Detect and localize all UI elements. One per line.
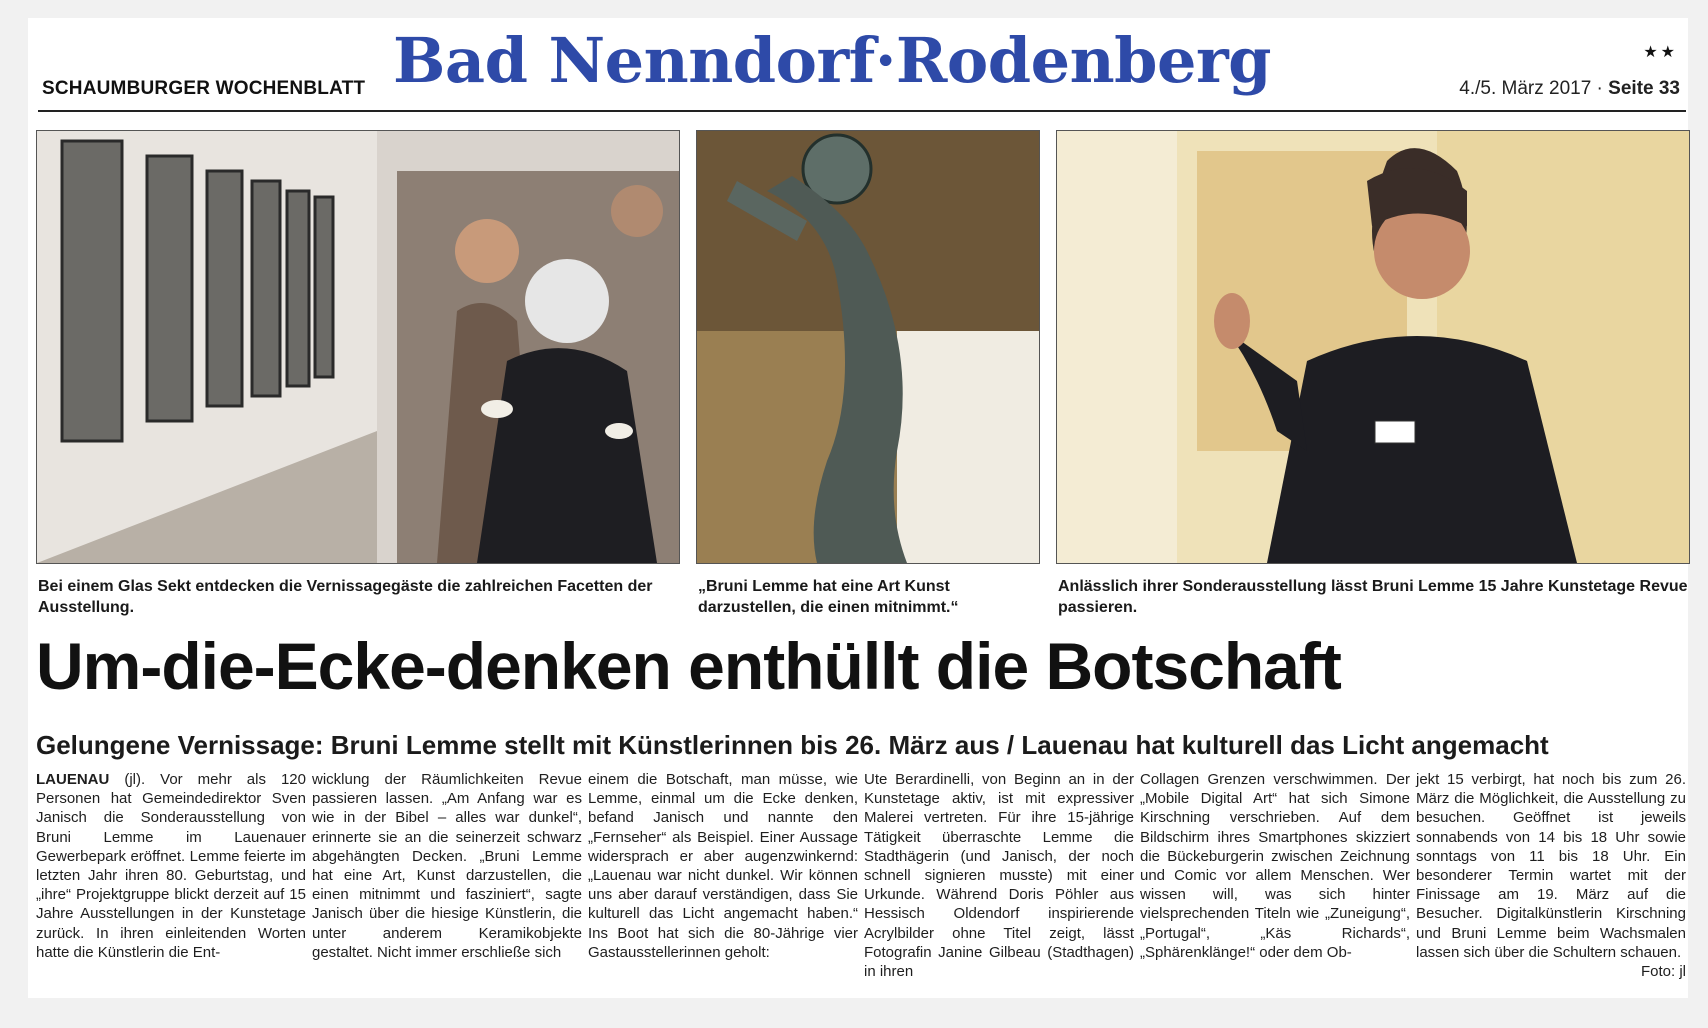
issue-info [1459, 78, 1680, 100]
article-body [36, 770, 1688, 1000]
newspaper-page [28, 18, 1688, 998]
masthead [38, 24, 1686, 120]
newspaper-name: SCHAUMBURGER WOCHENBLATT [42, 78, 366, 99]
article-column [1416, 770, 1686, 981]
column-text: einem die Botschaft, man müsse, wie Lemme, einmal um die Ecke denken, befand Janisch und nannte den „Fernseher“ als Beispiel. Einer Aussage widersprach er aber augenzwinkernd: „Lauenau war nicht dunkel. Wir können uns aber darauf verständigen, dass Sie kulturell das Licht angemacht haben.“ Ins Boot hat sich die 80-Jährige vier Gastausstellerinnen geholt: [588, 771, 858, 961]
article-subheadline: Gelungene Vernissage: Bruni Lemme stellt mit Künstlerinnen bis 26. März aus / Lauenau hat kulturell das Licht angemacht [36, 730, 1549, 760]
section-title: Bad Nenndorf·Rodenberg [393, 24, 1271, 97]
article-column [36, 770, 306, 962]
sculpture-photo [696, 130, 1040, 564]
photo-credit: Foto: jl [1640, 963, 1686, 981]
page-number: Seite 33 [1608, 78, 1680, 99]
column-text: (jl). Vor mehr als 120 Personen hat Gemeindedirektor Sven Janisch die Sonderausstellung von Bruni Lemme im Lauenauer Gewerbepark eröffnet. Lemme feierte im letzten Jahr ihren 80. Geburtstag, und „ihre“ Projektgruppe blickt derzeit auf 15 Jahre Ausstellungen in der Kunstetage zurück. In ihren einleitenden Worten hatte die Künstlerin die Ent- [36, 771, 306, 961]
dateline: LAUENAU [36, 771, 110, 788]
photo-caption: „Bruni Lemme hat eine Art Kunst darzustellen, die einen mitnimmt.“ [698, 578, 959, 616]
column-text: jekt 15 verbirgt, hat noch bis zum 26. März die Möglichkeit, die Ausstellung zu besuchen. Geöffnet ist jeweils sonnabends von 14 bis 18 Uhr sowie sonntags von 11 bis 18 Uhr. Ein besonderer Termin wartet mit der Finissage am 19. März auf die Besucher. Digitalkünstlerin Kirschning und Bruni Lemme beim Wachsmalen lassen sich über die Schultern schauen. [1416, 771, 1686, 961]
masthead-rule [38, 110, 1686, 112]
photo-caption: Anlässlich ihrer Sonderausstellung lässt Bruni Lemme 15 Jahre Kunstetage Revue passieren. [1058, 578, 1688, 616]
article-column [588, 770, 858, 962]
article-headline: Um-die-Ecke-denken enthüllt die Botschaft [36, 629, 1341, 703]
column-text: Collagen Grenzen verschwimmen. Der „Mobile Digital Art“ hat sich Simone Kirschning verschrieben. Auf dem Bildschirm ihres Smartphones skizziert die Bückeburgerin zwischen Zeichnung und Comic vor allem Menschen. Wer wissen will, was sich hinter vielsprechenden Titeln wie „Zuneigung“, „Portugal“, „Käs Richards“, „Sphärenklänge!“ oder dem Ob- [1140, 771, 1410, 961]
speaker-portrait-photo [1056, 130, 1690, 564]
photo-caption: Bei einem Glas Sekt entdecken die Vernissagegäste die zahlreichen Facetten der Ausstellung. [38, 578, 653, 616]
stars-icon: ★★ [1643, 44, 1678, 61]
exhibition-visitors-photo [36, 130, 680, 564]
article-column [312, 770, 582, 962]
issue-date: 4./5. März 2017 · [1459, 78, 1603, 99]
column-text: Ute Berardinelli, von Beginn an in der Kunstetage aktiv, ist mit expressiver Malerei vertreten. Für ihre 15-jährige Tätigkeit überraschte Lemme die Stadthägerin (und Janisch, der noch schnell signieren musste) mit einer Urkunde. Während Doris Pöhler aus Hessisch Oldendorf inspirierende Acrylbilder ohne Titel zeigt, lässt Fotografin Janine Gilbeau (Stadthagen) in ihren [864, 771, 1134, 981]
column-text: wicklung der Räumlichkeiten Revue passieren lassen. „Am Anfang war es wie in der Bibel – alles war dunkel“, erinnerte sie an die seinerzeit schwarz abgehängten Decken. „Bruni Lemme hat eine Art, Kunst darzustellen, die einen mitnimmt und fasziniert“, sagte Janisch über die hiesige Künstlerin, die unter anderem Keramikobjekte gestaltet. Nicht immer erschließe sich [312, 771, 582, 961]
article-column [1140, 770, 1410, 962]
article-column [864, 770, 1134, 981]
